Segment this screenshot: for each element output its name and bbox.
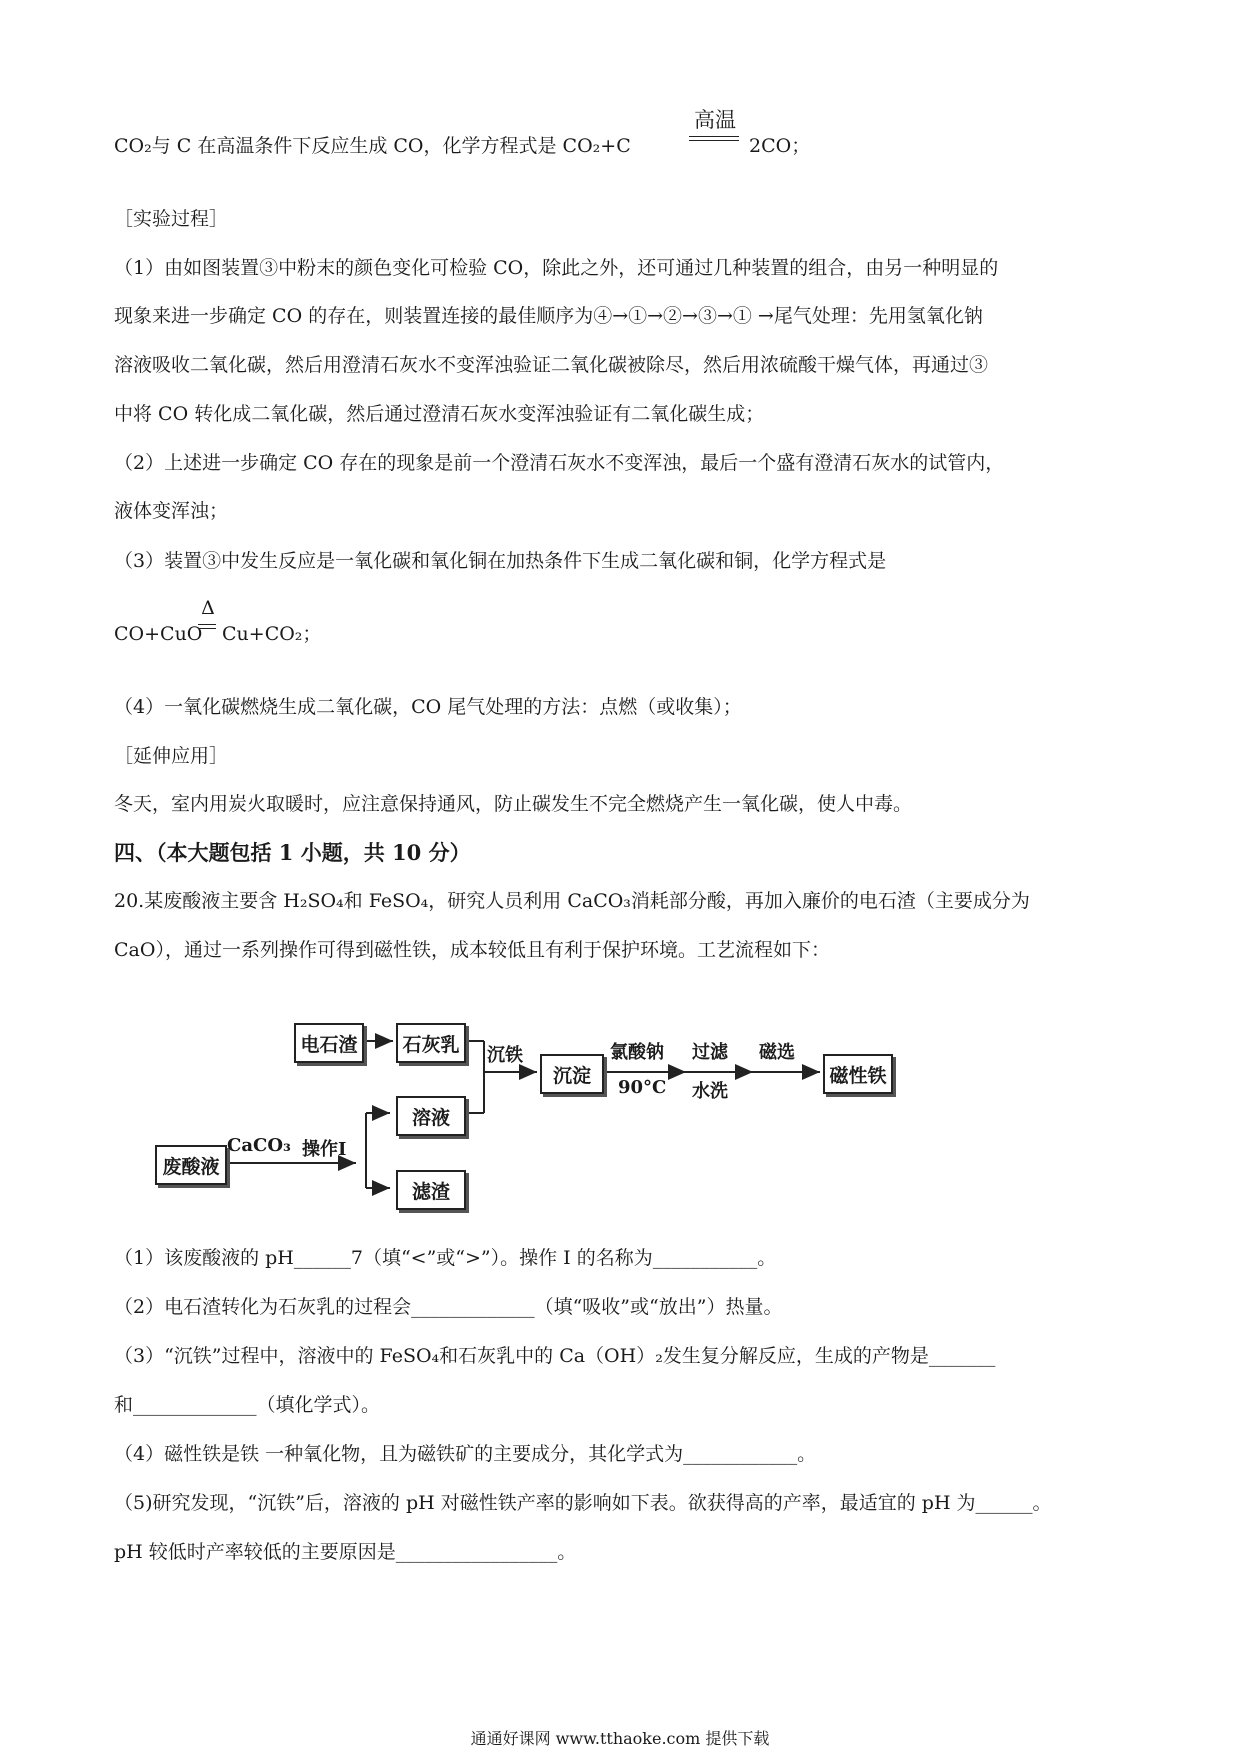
equation-2-text-b: Cu+CO₂； <box>222 623 322 645</box>
subquestion-3-line-2: 和_____________（填化学式）。 <box>114 1394 381 1416</box>
q20-line-1: 20.某废酸液主要含 H₂SO₄和 FeSO₄，研究人员利用 CaCO₃消耗部分酸，再加入廉价的电石渣（主要成分为 <box>114 890 1030 912</box>
flow-label-caco3: CaCO₃ <box>227 1135 291 1156</box>
flow-label-wash: 水洗 <box>692 1081 728 1102</box>
flow-box-carbide-slag: 电石渣 <box>294 1023 364 1063</box>
section-extension: ［延伸应用］ <box>114 745 229 767</box>
subquestion-5-line-1: （5)研究发现，“沉铁”后，溶液的 pH 对磁性铁产率的影响如下表。欲获得高的产率，最适宜的 pH 为______。 <box>114 1492 1052 1514</box>
flow-label-sodium-chlorate: 氯酸钠 <box>610 1042 664 1063</box>
flow-label-filter: 过滤 <box>692 1042 728 1063</box>
extension-line-1: 冬天，室内用炭火取暖时，应注意保持通风，防止碳发生不完全燃烧产生一氧化碳，使人中毒。 <box>114 793 913 815</box>
subquestion-1: （1）该废酸液的 pH______7（填“<”或“>”）。操作 I 的名称为___________。 <box>114 1247 777 1269</box>
section-4-heading: 四、（本大题包括 1 小题，共 10 分） <box>114 840 471 865</box>
section-experiment: ［实验过程］ <box>114 208 229 230</box>
q1-line-4: 中将 CO 转化成二氧化碳，然后通过澄清石灰水变浑浊验证有二氧化碳生成； <box>114 403 765 425</box>
q1-line-3: 溶液吸收二氧化碳，然后用澄清石灰水不变浑浊验证二氧化碳被除尽，然后用浓硫酸干燥气体，再通过③ <box>114 354 989 376</box>
flow-label-temperature: 90°C <box>618 1077 667 1098</box>
q2-line-2: 液体变浑浊； <box>114 500 229 522</box>
flow-box-residue: 滤渣 <box>396 1170 466 1210</box>
flow-label-iron-precip: 沉铁 <box>487 1045 523 1066</box>
equation-2-condition: Δ <box>201 597 215 619</box>
flow-box-solution: 溶液 <box>396 1096 466 1136</box>
subquestion-3-line-1: （3）“沉铁”过程中，溶液中的 FeSO₄和石灰乳中的 Ca（OH）₂发生复分解反应，生成的产物是_______ <box>114 1345 996 1367</box>
flow-label-magnetic-separation: 磁选 <box>759 1042 795 1063</box>
equation-text-b: 2CO； <box>749 135 811 157</box>
subquestion-2: （2）电石渣转化为石灰乳的过程会_____________（填“吸收”或“放出”）热量。 <box>114 1296 783 1318</box>
q3-line-1: （3）装置③中发生反应是一氧化碳和氧化铜在加热条件下生成二氧化碳和铜，化学方程式是 <box>114 550 887 572</box>
subquestion-5-line-2: pH 较低时产率较低的主要原因是_________________。 <box>114 1541 577 1563</box>
equation-condition: 高温 <box>694 108 736 132</box>
q1-line-1: （1）由如图装置③中粉末的颜色变化可检验 CO，除此之外，还可通过几种装置的组合，由另一种明显的 <box>114 257 999 279</box>
flow-box-lime-milk: 石灰乳 <box>396 1023 466 1063</box>
equation-2-text-a: CO+CuO <box>114 623 203 645</box>
equation-2-equals-sign <box>198 624 216 629</box>
subquestion-4: （4）磁性铁是铁 一种氧化物，且为磁铁矿的主要成分，其化学式为____________。 <box>114 1443 817 1465</box>
equation-text-a: CO₂与 C 在高温条件下反应生成 CO，化学方程式是 CO₂+C <box>114 135 631 157</box>
equation-equals-sign <box>689 136 739 141</box>
flow-label-operation-1: 操作I <box>302 1139 347 1160</box>
q2-line-1: （2）上述进一步确定 CO 存在的现象是前一个澄清石灰水不变浑浊，最后一个盛有澄清石灰水的试管内， <box>114 452 1005 474</box>
flow-box-precipitate: 沉淀 <box>540 1054 604 1094</box>
flow-box-magnetic-iron: 磁性铁 <box>823 1054 893 1094</box>
flow-box-waste-acid: 废酸液 <box>155 1145 227 1185</box>
q1-line-2: 现象来进一步确定 CO 的存在，则装置连接的最佳顺序为④→①→②→③→① →尾气处理：先用氢氧化钠 <box>114 305 983 327</box>
q4-line-1: （4）一氧化碳燃烧生成二氧化碳，CO 尾气处理的方法：点燃（或收集）； <box>114 696 742 718</box>
footer-source: 通通好课网 www.tthaoke.com 提供下载 <box>470 1729 770 1748</box>
q20-line-2: CaO），通过一系列操作可得到磁性铁，成本较低且有利于保护环境。工艺流程如下： <box>114 939 830 961</box>
equation-line-1 <box>114 133 631 159</box>
